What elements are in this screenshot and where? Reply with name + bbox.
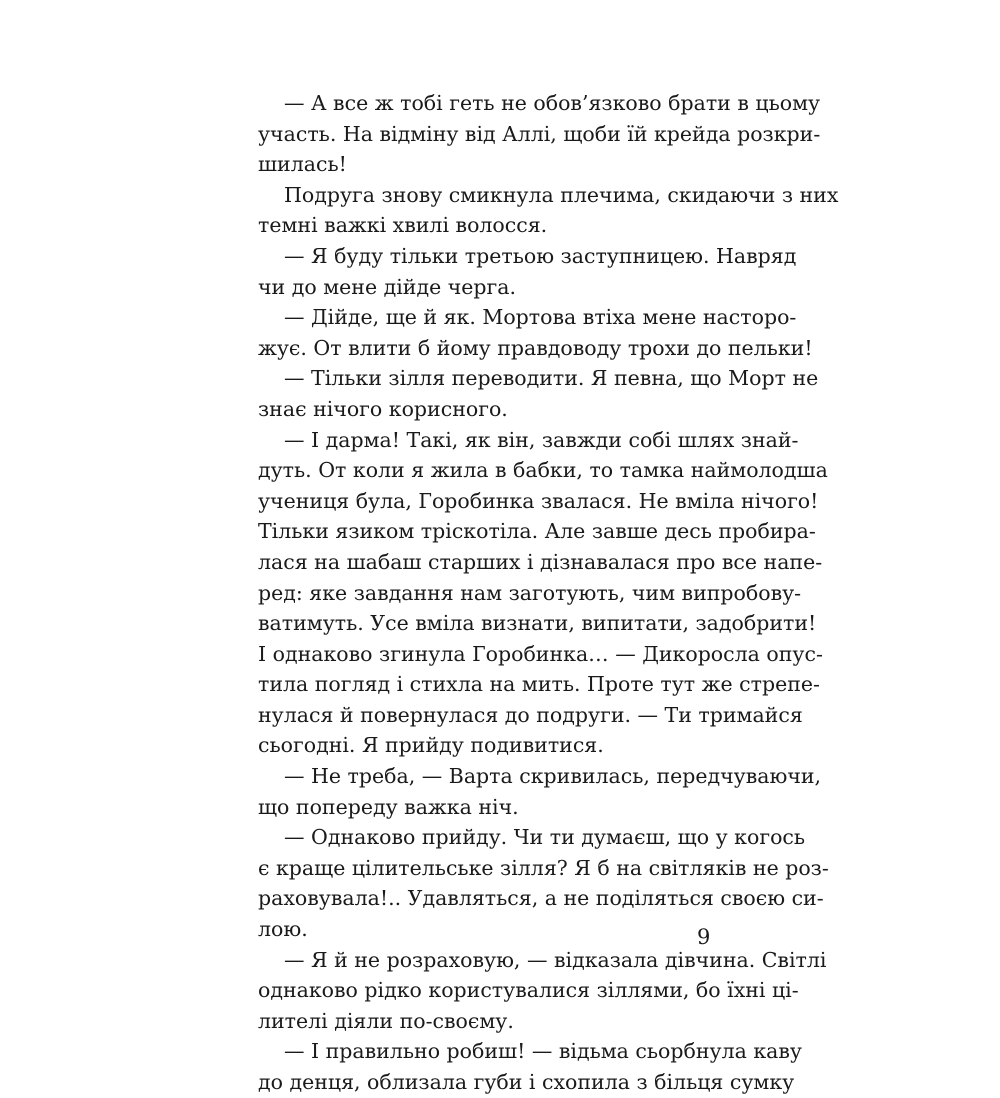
text-line: чи до мене дійде черга. bbox=[258, 274, 517, 299]
text-line: ватимуть. Усе вміла визнати, випитати, задобрити! bbox=[258, 611, 817, 636]
text-line: раховувала!.. Удавляться, а не поділяться своєю си- bbox=[258, 886, 824, 911]
text-line: нулася й повернулася до подруги. — Ти тримайся bbox=[258, 702, 803, 727]
text-line: шилась! bbox=[258, 152, 347, 177]
text-line: — Тільки зілля переводити. Я певна, що Морт не bbox=[284, 366, 819, 391]
text-line: до денця, облизала губи і схопила з більця сумку bbox=[258, 1070, 795, 1094]
text-line: темні важкі хвилі волосся. bbox=[258, 213, 548, 238]
text-line: — Не треба, — Варта скривилась, передчуваючи, bbox=[284, 764, 822, 789]
text-line: — Я й не розраховую, — відказала дівчина. Світлі bbox=[284, 947, 827, 972]
text-line: однаково рідко користувалися зіллями, бо їхні ці- bbox=[258, 978, 799, 1003]
text-line: є краще цілительське зілля? Я б на світляків не роз- bbox=[258, 855, 829, 880]
text-line: лася на шабаш старших і дізнавалася про все напе- bbox=[258, 549, 823, 574]
text-line: ред: яке завдання нам заготують, чим випробову- bbox=[258, 580, 802, 605]
text-line: учениця була, Горобинка звалася. Не вміла нічого! bbox=[258, 488, 819, 513]
text-line: участь. На відміну від Аллі, щоби їй крейда розкри- bbox=[258, 121, 821, 146]
text-line: Подруга знову смикнула плечима, скидаючи з них bbox=[284, 182, 839, 207]
text-line: що попереду важка ніч. bbox=[258, 794, 519, 819]
text-line: лою. bbox=[258, 917, 308, 942]
text-line: тила погляд і стихла на мить. Проте тут же стрепе- bbox=[258, 672, 820, 697]
text-line: — Однаково прийду. Чи ти думаєш, що у когось bbox=[284, 825, 806, 850]
text-line: — І правильно робиш! — відьма сьорбнула каву bbox=[284, 1039, 802, 1064]
body-text bbox=[258, 88, 839, 1098]
text-line: Тільки язиком тріскотіла. Але завше десь пробира- bbox=[258, 519, 816, 544]
text-line: дуть. От коли я жила в бабки, то тамка наймолодша bbox=[258, 458, 828, 483]
text-line: — І дарма! Такі, як він, завжди собі шлях знай- bbox=[284, 427, 799, 452]
text-line: сьогодні. Я прийду подивитися. bbox=[258, 733, 604, 758]
text-line: І однаково згинула Горобинка… — Дикоросла опус- bbox=[258, 641, 823, 666]
text-line: — Я буду тільки третьою заступницею. Навряд bbox=[284, 243, 797, 268]
text-line: знає нічого корисного. bbox=[258, 396, 508, 421]
text-line: лителі діяли по-своєму. bbox=[258, 1008, 514, 1033]
page-number: 9 bbox=[697, 925, 711, 949]
text-line: — Дійде, ще й як. Мортова втіха мене насторо- bbox=[284, 305, 797, 330]
text-line: жує. От влити б йому правдоводу трохи до пельки! bbox=[258, 335, 813, 360]
text-line: — А все ж тобі геть не обов’язково брати в цьому bbox=[284, 91, 821, 115]
